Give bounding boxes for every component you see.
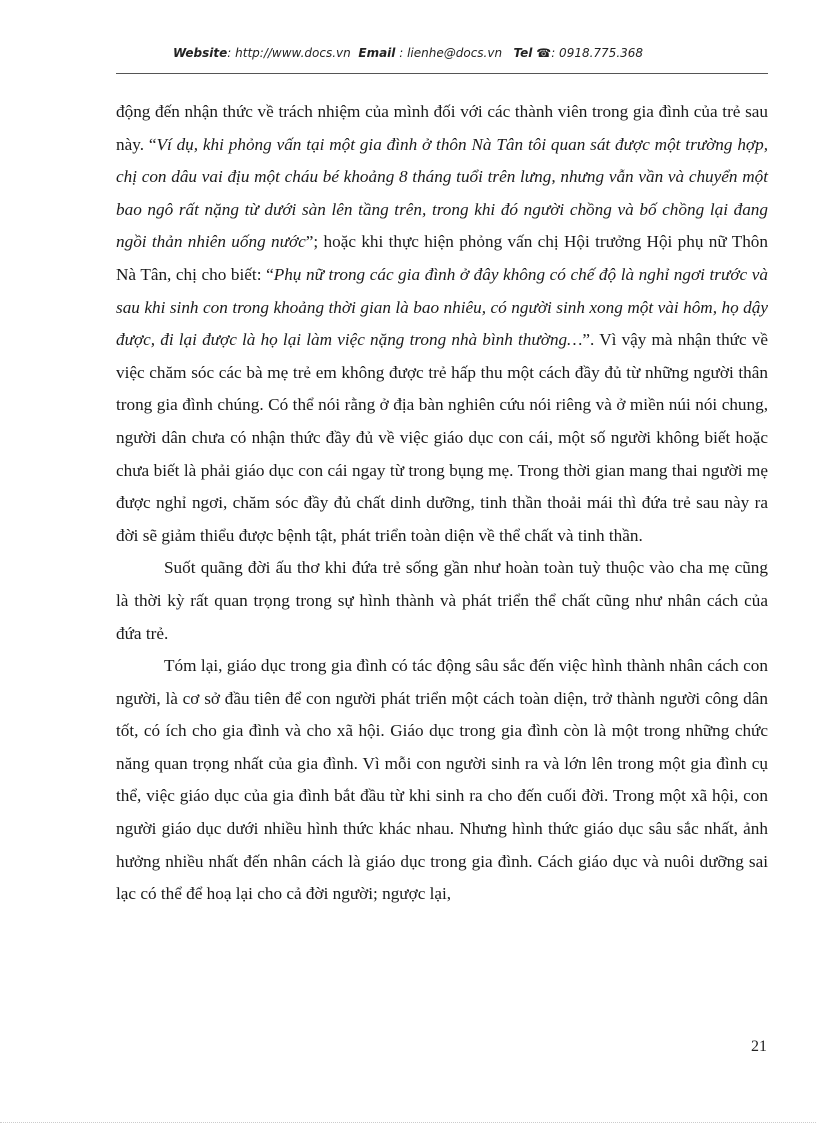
website-value: : http://www.docs.vn: [227, 46, 351, 60]
page-header: [0, 46, 816, 60]
tel-label: Tel: [513, 46, 533, 60]
paragraph-2: Suốt quãng đời ấu thơ khi đứa trẻ sống gần như hoàn toàn tuỳ thuộc vào cha mẹ cũng là thời kỳ rất quan trọng trong sự hình thành và phát triển thể chất cũng như nhân cách của đứa trẻ.: [116, 558, 768, 643]
paragraph-1-part-a: động đến nhận thức về trách nhiệm của mình đối với các thành viên trong gia đình của trẻ sau này. “: [116, 102, 768, 154]
email-value: : lienhe@docs.vn: [399, 46, 503, 60]
paragraph-1-quote-1: Ví dụ, khi phỏng vấn tại một gia đình ở thôn Nà Tân tôi quan sát được một trường hợp, chị con dâu vai địu một cháu bé khoảng 8 tháng tuổi trên lưng, nhưng vẫn vần và chuyển một bao ngô rất nặng từ dưới sàn lên tầng trên, trong khi đó người chồng và bố chồng lại đang ngồi thản nhiên uống nước: [116, 134, 768, 252]
paragraph-1-part-c: ”; hoặc khi thực hiện phỏng vấn chị Hội trưởng Hội phụ nữ Thôn Nà Tân, chị cho biết: “: [116, 232, 768, 284]
paragraph-1-part-e: ”. Vì vậy mà nhận thức về việc chăm sóc các bà mẹ trẻ em không được trẻ hấp thu một cách đầy đủ từ những người thân trong gia đình chúng. Có thể nói rằng ở địa bàn nghiên cứu nói riêng và ở miền núi nói chung, người dân chưa có nhận thức đầy đủ về việc giáo dục con cái, một số người không biết hoặc chưa biết là phải giáo dục con cái ngay từ trong bụng mẹ. Trong thời gian mang thai người mẹ được nghỉ ngơi, chăm sóc đầy đủ chất dinh dưỡng, tinh thần thoải mái thì đứa trẻ sau này ra đời sẽ giảm thiểu được bệnh tật, phát triển toàn diện về thể chất và tinh thần.: [116, 330, 769, 545]
paragraph-3: Tóm lại, giáo dục trong gia đình có tác động sâu sắc đến việc hình thành nhân cách con người, là cơ sở đầu tiên để con người phát triển một cách toàn diện, trở thành người công dân tốt, có ích cho gia đình và cho xã hội. Giáo dục trong gia đình còn là một trong những chức năng quan trọng nhất của gia đình. Vì mỗi con người sinh ra và lớn lên trong một gia đình cụ thể, việc giáo dục của gia đình bắt đầu từ khi sinh ra cho đến cuối đời. Trong một xã hội, con người giáo dục dưới nhiều hình thức khác nhau. Nhưng hình thức giáo dục sâu sắc nhất, ảnh hưởng nhiều nhất đến nhân cách là giáo dục trong gia đình. Cách giáo dục và nuôi dưỡng sai lạc có thể để hoạ lại cho cả đời người; ngược lại,: [116, 656, 768, 904]
website-label: Website: [172, 46, 228, 60]
paragraph-1: [116, 96, 768, 552]
telephone-icon: ☎: [536, 46, 552, 60]
email-label: Email: [358, 46, 396, 60]
paragraph-1-quote-2: Phụ nữ trong các gia đình ở đây không có chế độ là nghỉ ngơi trước và sau khi sinh con trong khoảng thời gian là bao nhiêu, có người sinh xong một vài hôm, họ dậy được, đi lại được là họ lại làm việc nặng trong nhà bình thường…: [116, 264, 768, 350]
document-body: [116, 96, 768, 911]
tel-value: : 0918.775.368: [551, 46, 644, 60]
page-number: 21: [751, 1038, 767, 1055]
header-divider: [116, 73, 768, 74]
